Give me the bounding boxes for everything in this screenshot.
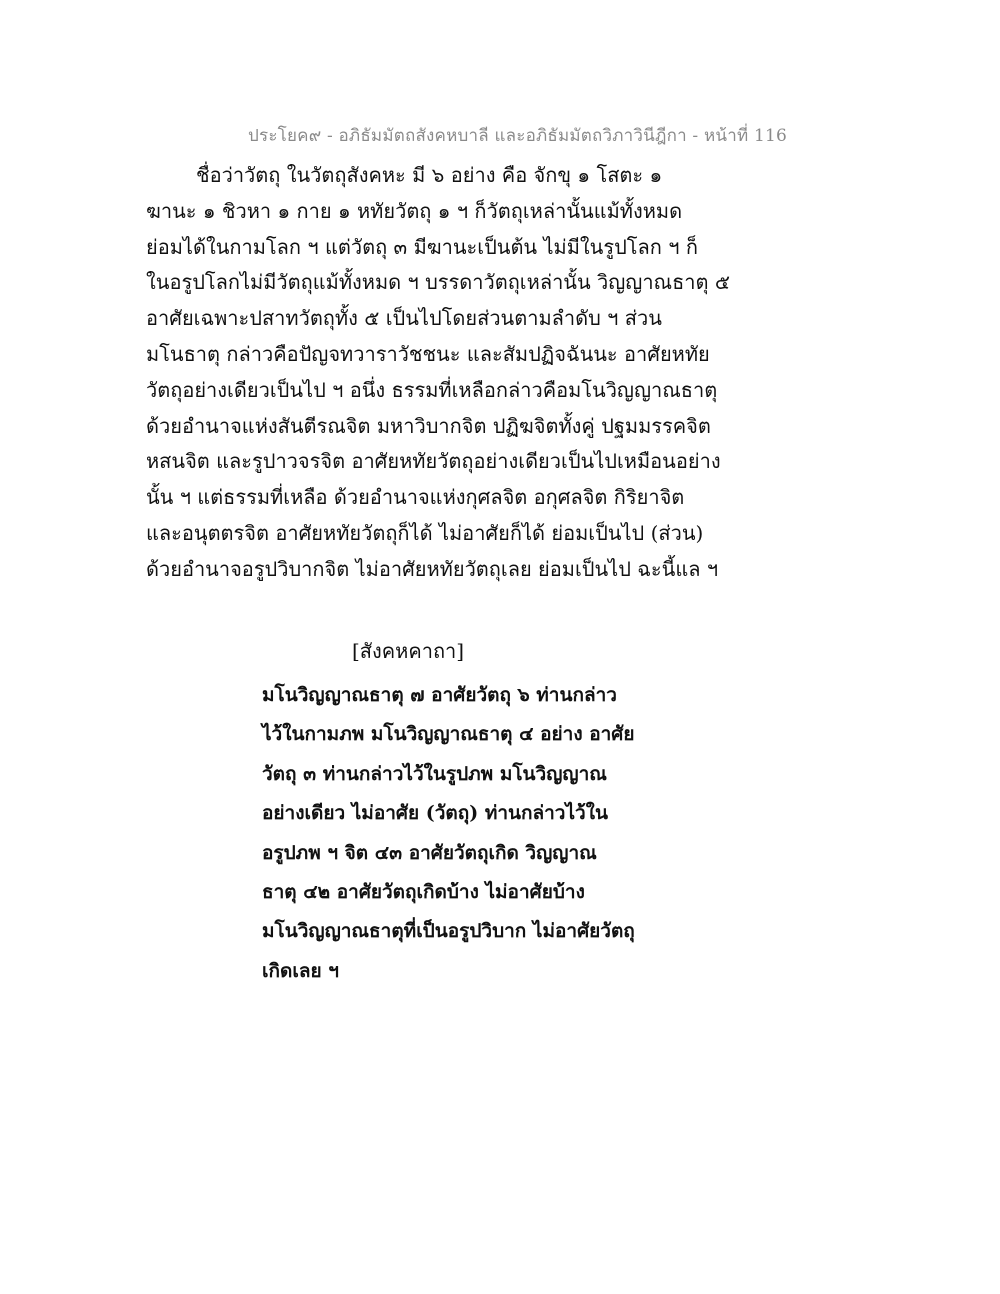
page-header: ประโยค๙ - อภิธัมมัตถสังคหบาลี และอภิธัมมัตถวิภาวินีฎีกา - หน้าที่ 116 bbox=[248, 126, 788, 146]
body-paragraph bbox=[146, 158, 731, 588]
verse-block bbox=[262, 676, 682, 991]
body-line: ในอรูปโลกไม่มีวัตถุแม้ทั้งหมด ฯ บรรดาวัตถุเหล่านั้น วิญญาณธาตุ ๕ bbox=[146, 270, 731, 295]
body-line: นั้น ฯ แต่ธรรมที่เหลือ ด้วยอำนาจแห่งกุศลจิต อกุศลจิต กิริยาจิต bbox=[146, 485, 685, 510]
body-line: และอนุตตรจิต อาศัยหทัยวัตถุก็ได้ ไม่อาศัยก็ได้ ย่อมเป็นไป (ส่วน) bbox=[146, 520, 704, 545]
body-line: ชื่อว่าวัตถุ ในวัตถุสังคหะ มี ๖ อย่าง คือ จักขุ ๑ โสตะ ๑ bbox=[196, 163, 663, 187]
body-line: อาศัยเฉพาะปสาทวัตถุทั้ง ๕ เป็นไปโดยส่วนตามลำดับ ฯ ส่วน bbox=[146, 306, 662, 331]
verse-line: เกิดเลย ฯ bbox=[262, 959, 339, 982]
verse-line: มโนวิญญาณธาตุ ๗ อาศัยวัตถุ ๖ ท่านกล่าว bbox=[262, 684, 617, 706]
body-line: มโนธาตุ กล่าวคือปัญจทวาราวัชชนะ และสัมปฏิจฉันนะ อาศัยหทัย bbox=[146, 341, 710, 366]
body-line: ฆานะ ๑ ชิวหา ๑ กาย ๑ หทัยวัตถุ ๑ ฯ ก็วัตถุเหล่านั้นแม้ทั้งหมด bbox=[146, 198, 683, 223]
verse-line: ไว้ในกามภพ มโนวิญญาณธาตุ ๔ อย่าง อาศัย bbox=[262, 723, 635, 746]
body-line: หสนจิต และรูปาวจรจิต อาศัยหทัยวัตถุอย่างเดียวเป็นไปเหมือนอย่าง bbox=[146, 449, 721, 474]
section-title: [สังคหคาถา] bbox=[352, 639, 465, 663]
verse-line: ธาตุ ๔๒ อาศัยวัตถุเกิดบ้าง ไม่อาศัยบ้าง bbox=[262, 880, 585, 903]
body-line: ย่อมได้ในกามโลก ฯ แต่วัตถุ ๓ มีฆานะเป็นต้น ไม่มีในรูปโลก ฯ ก็ bbox=[146, 234, 698, 259]
verse-line: วัตถุ ๓ ท่านกล่าวไว้ในรูปภพ มโนวิญญาณ bbox=[262, 762, 607, 785]
body-line: ด้วยอำนาจแห่งสันตีรณจิต มหาวิบากจิต ปฏิฆจิตทั้งคู่ ปฐมมรรคจิต bbox=[146, 413, 711, 438]
verse-line: อย่างเดียว ไม่อาศัย (วัตถุ) ท่านกล่าวไว้ใน bbox=[262, 802, 608, 825]
verse-line: อรูปภพ ฯ จิต ๔๓ อาศัยวัตถุเกิด วิญญาณ bbox=[262, 841, 597, 864]
body-line: ด้วยอำนาจอรูปวิบากจิต ไม่อาศัยหทัยวัตถุเลย ย่อมเป็นไป ฉะนี้แล ฯ bbox=[146, 556, 719, 581]
body-line: วัตถุอย่างเดียวเป็นไป ฯ อนึ่ง ธรรมที่เหลือกล่าวคือมโนวิญญาณธาตุ bbox=[146, 377, 718, 402]
verse-line: มโนวิญญาณธาตุที่เป็นอรูปวิบาก ไม่อาศัยวัตถุ bbox=[262, 920, 635, 943]
